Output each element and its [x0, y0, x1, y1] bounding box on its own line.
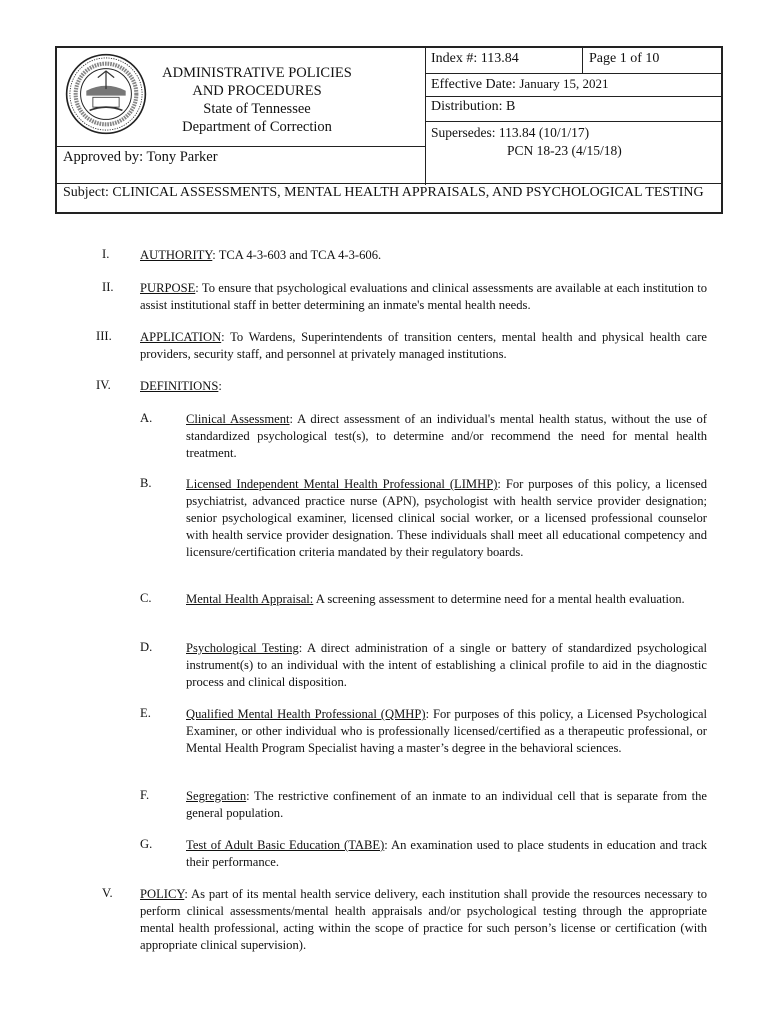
definition-limhp — [186, 476, 707, 561]
definition-text: : For purposes of this policy, a Licensed Psychological Examiner, or other individual who is professionally licensed/certified as a therapeutic professional, or Mental Health Program Specialist having a master’s degree in the behavioral sciences. — [186, 707, 707, 755]
definition-term: Licensed Independent Mental Health Professional (LIMHP) — [186, 477, 498, 491]
definition-letter: G. — [140, 837, 153, 851]
definition-mental-health-appraisal — [186, 591, 707, 608]
definition-text: : A direct assessment of an individual's mental health status, without the use of standardized psychological test(s), to determine and/or recommend the need for mental health treatment. — [186, 412, 708, 460]
definition-psychological-testing — [186, 640, 707, 691]
section-title: PURPOSE — [140, 281, 196, 295]
section-number: V. — [102, 886, 113, 900]
tennessee-state-seal-icon — [65, 53, 147, 135]
effective-date-label: Effective Date: — [431, 77, 516, 92]
section-text: : TCA 4-3-603 and TCA 4-3-606. — [212, 248, 382, 262]
org-line: State of Tennessee — [203, 101, 311, 117]
section-purpose — [140, 280, 707, 314]
section-policy — [140, 886, 707, 954]
definition-letter: F. — [140, 788, 150, 802]
page-number: Page 1 of 10 — [589, 51, 660, 66]
section-text: : To Wardens, Superintendents of transition centers, mental health and physical health care providers, security staff, and personnel at privately managed institutions. — [140, 330, 707, 361]
definition-text: : A direct administration of a single or battery of standardized psychological instrument(s) to an individual with the intent of establishing a clinical profile to aid in the diagnostic process and clinical disposition. — [186, 641, 707, 689]
page-cell-divider — [582, 48, 583, 73]
section-title: POLICY — [140, 887, 185, 901]
section-text: : To ensure that psychological evaluations and clinical assessments are available at each institution to assist institutional staff in better determining an inmate's mental health needs. — [140, 281, 707, 312]
definition-letter: E. — [140, 706, 151, 720]
pcn: PCN 18-23 (4/15/18) — [507, 143, 622, 158]
effective-date — [431, 76, 609, 93]
header-column-divider — [425, 48, 426, 185]
section-title: DEFINITIONS — [140, 379, 219, 393]
definition-qmhp — [186, 706, 707, 757]
header-row-divider — [425, 96, 721, 97]
org-title — [152, 64, 362, 136]
policy-header-table — [55, 46, 723, 214]
definition-term: Test of Adult Basic Education (TABE) — [186, 838, 385, 852]
section-definitions — [140, 378, 707, 395]
distribution: Distribution: B — [431, 99, 516, 114]
definition-segregation — [186, 788, 707, 822]
effective-date-value: January 15, 2021 — [519, 76, 609, 91]
definition-letter: B. — [140, 476, 152, 490]
supersedes: Supersedes: 113.84 (10/1/17) — [431, 125, 590, 140]
index-number: Index #: 113.84 — [431, 51, 519, 66]
definition-term: Mental Health Appraisal: — [186, 592, 314, 606]
section-title: AUTHORITY — [140, 248, 213, 262]
definition-text: : The restrictive confinement of an inmate to an individual cell that is separate from the general population. — [186, 789, 707, 820]
definition-tabe — [186, 837, 707, 871]
section-number: II. — [102, 280, 114, 294]
definition-letter: A. — [140, 411, 153, 425]
definition-clinical-assessment — [186, 411, 707, 462]
definition-text: : An examination used to place students in education and track their performance. — [186, 838, 707, 869]
header-row-divider — [57, 146, 425, 147]
header-row-divider — [425, 121, 721, 122]
definition-term: Qualified Mental Health Professional (QMHP) — [186, 707, 426, 721]
section-authority — [140, 247, 710, 264]
definition-text: A screening assessment to determine need for a mental health evaluation. — [313, 592, 685, 606]
org-line: AND PROCEDURES — [192, 83, 322, 99]
subject-line: Subject: CLINICAL ASSESSMENTS, MENTAL HEALTH APPRAISALS, AND PSYCHOLOGICAL TESTING — [63, 185, 704, 200]
definition-term: Psychological Testing — [186, 641, 299, 655]
approved-by: Approved by: Tony Parker — [63, 149, 218, 165]
section-number: III. — [96, 329, 112, 343]
section-text: : — [218, 379, 222, 393]
header-row-divider — [425, 73, 721, 74]
section-title: APPLICATION — [140, 330, 222, 344]
definition-letter: C. — [140, 591, 152, 605]
definition-term: Clinical Assessment — [186, 412, 290, 426]
org-line: Department of Correction — [182, 119, 332, 135]
header-row-divider — [57, 183, 721, 184]
section-number: I. — [102, 247, 110, 261]
section-application — [140, 329, 707, 363]
definition-term: Segregation — [186, 789, 247, 803]
definition-text: : For purposes of this policy, a licensed psychiatrist, advanced practice nurse (APN), psychologist with health service provider designation; senior psychological examiner, licensed clinical social worker, or a licensed professional counselor with health service provider designation. These individuals shall meet all educational competency and licensure/certification criteria mandated by their regulatory boards. — [186, 477, 707, 559]
definition-letter: D. — [140, 640, 153, 654]
org-line: ADMINISTRATIVE POLICIES — [162, 65, 352, 81]
section-text: : As part of its mental health service delivery, each institution shall provide the resources necessary to perform clinical assessments/mental health appraisals and/or psychological testing through the appropriate mental health professional, acting within the scope of practice for such person’s license or certification (with appropriate clinical supervision). — [140, 887, 707, 952]
section-number: IV. — [96, 378, 111, 392]
